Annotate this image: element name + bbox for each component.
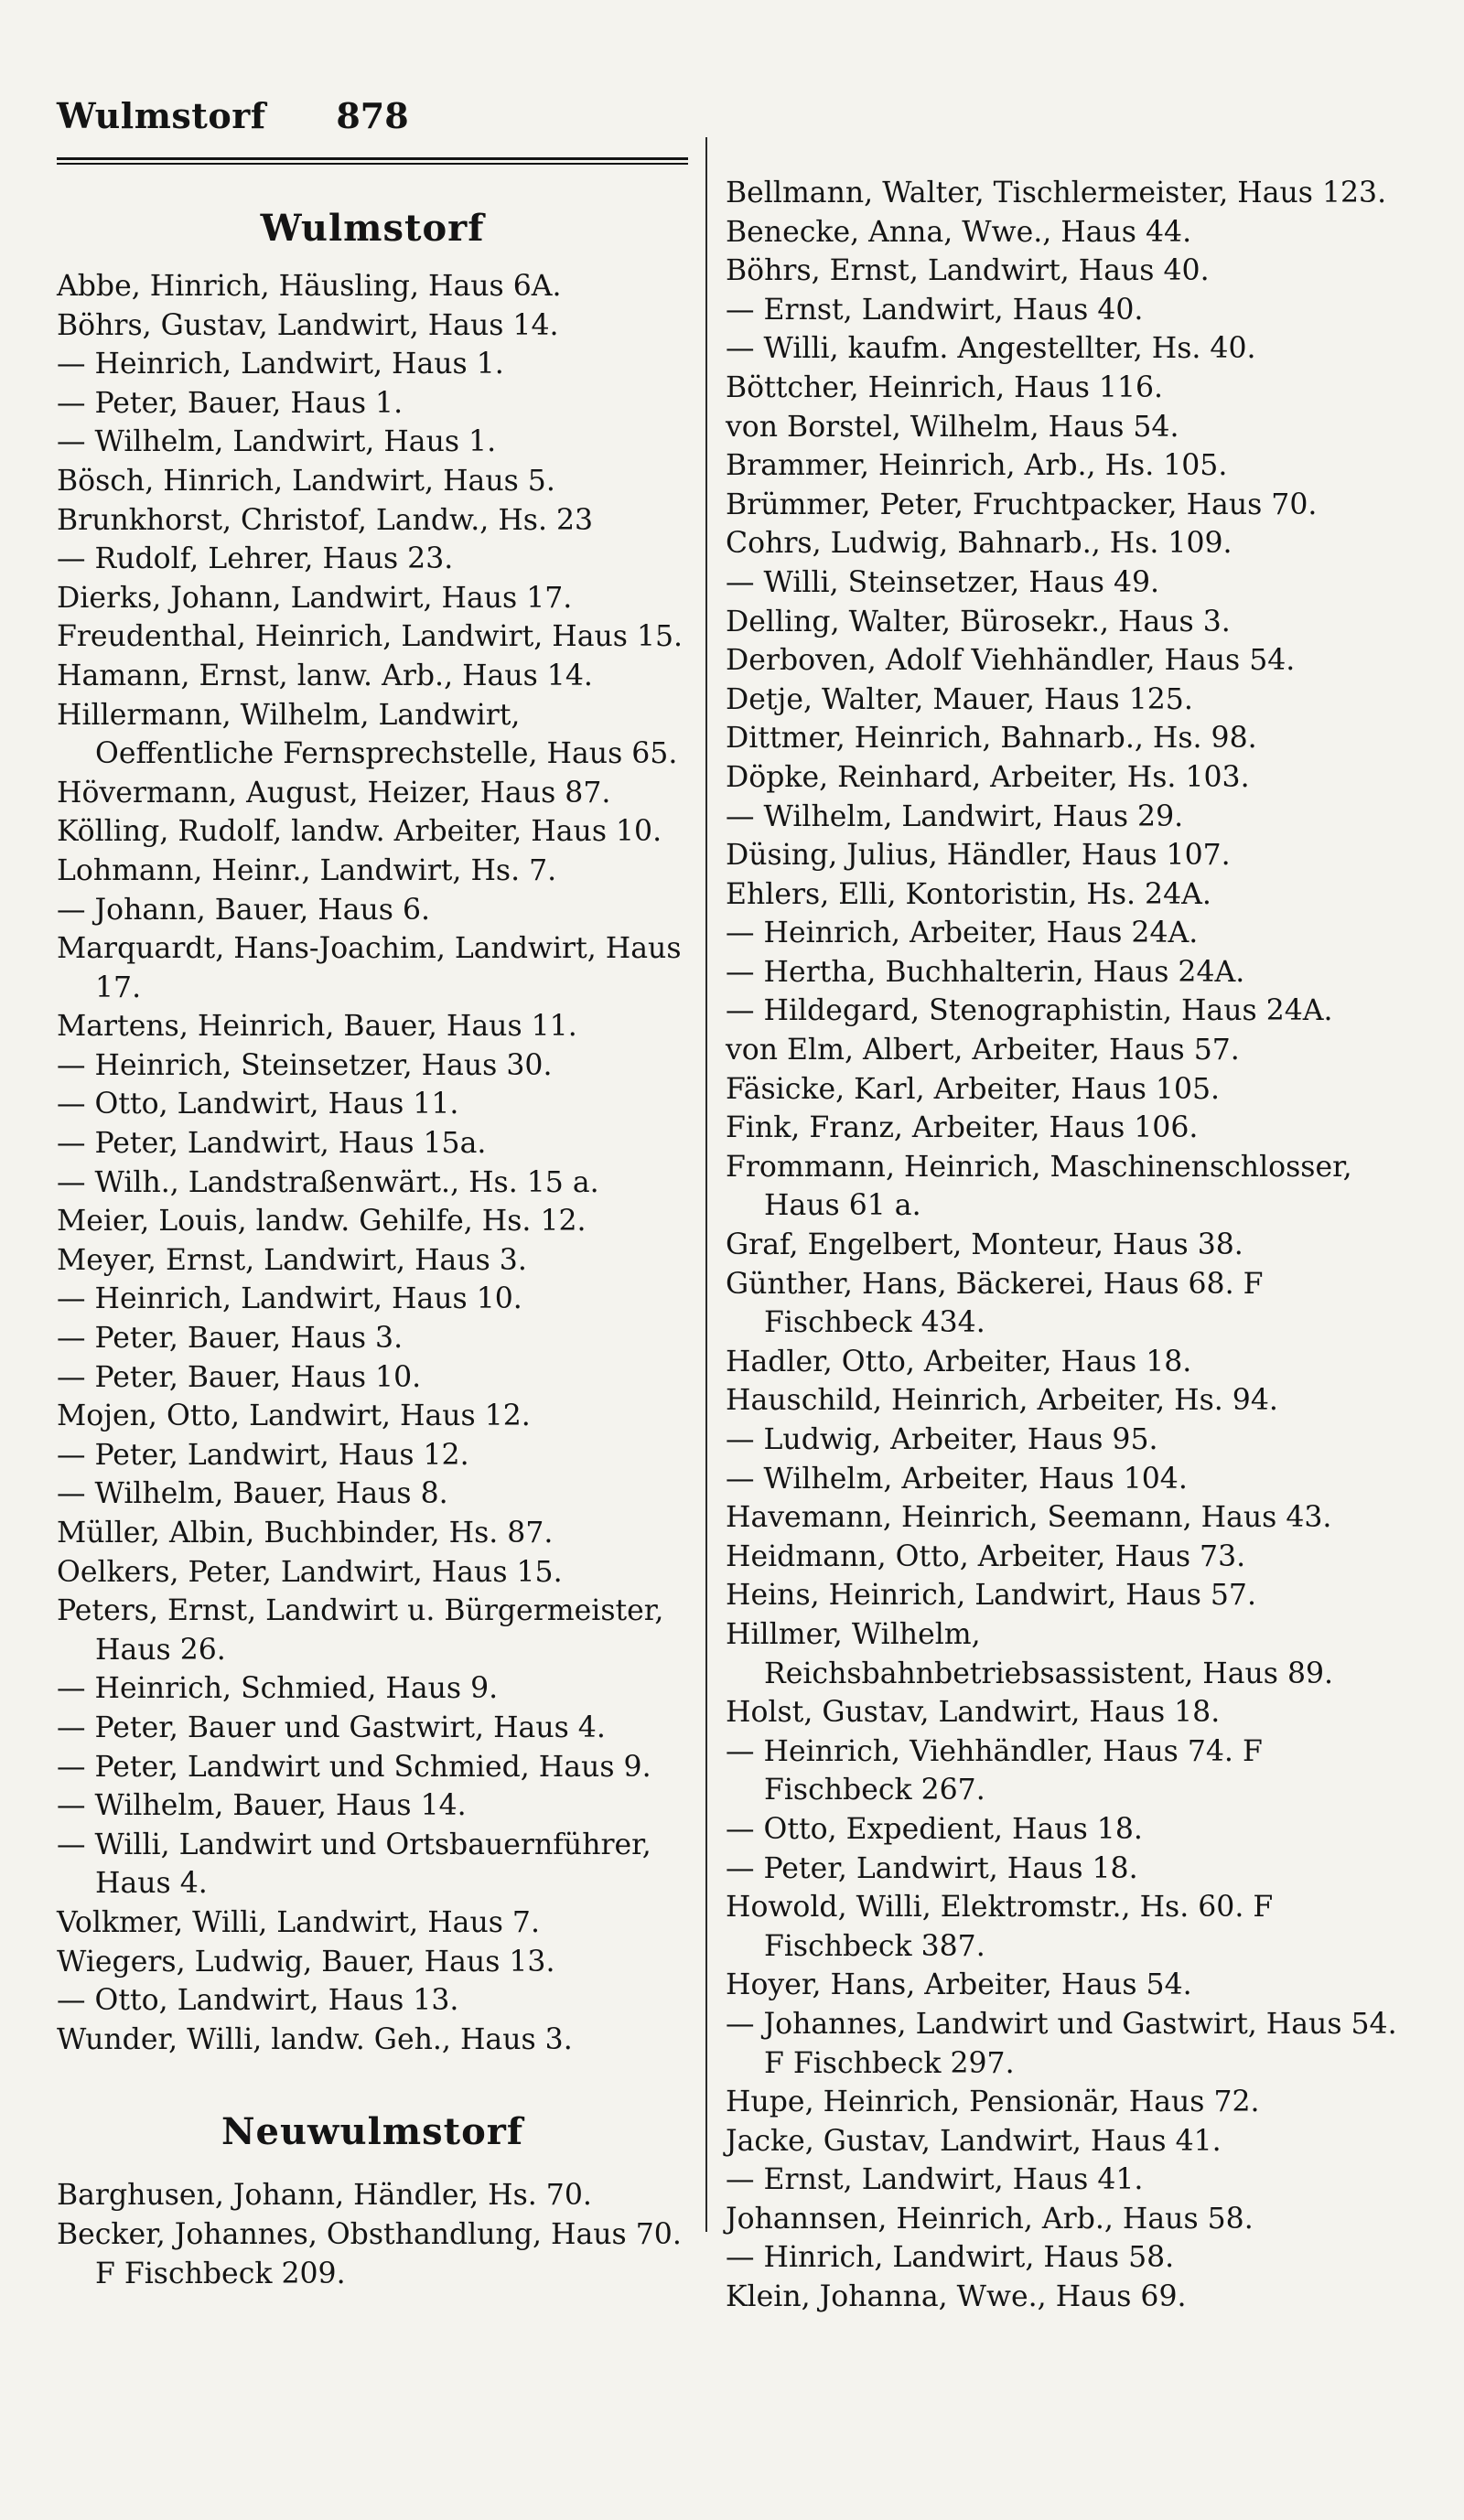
directory-entry: Heidmann, Otto, Arbeiter, Haus 73. (726, 1539, 1246, 1573)
directory-entry: — Ernst, Landwirt, Haus 40. (726, 293, 1144, 327)
directory-entry: Cohrs, Ludwig, Bahnarb., Hs. 109. (726, 527, 1233, 561)
section-title-neuwulmstorf: Neuwulmstorf (221, 2110, 524, 2154)
directory-entry: Benecke, Anna, Wwe., Haus 44. (726, 215, 1192, 249)
directory-entry: Barghusen, Johann, Händler, Hs. 70. (57, 2179, 592, 2213)
directory-entry: Böttcher, Heinrich, Haus 116. (726, 370, 1164, 404)
directory-entry: Johannsen, Heinrich, Arb., Haus 58. (726, 2202, 1254, 2236)
directory-entry: Meier, Louis, landw. Gehilfe, Hs. 12. (57, 1205, 587, 1239)
right-column (726, 174, 1403, 2317)
directory-entry: Martens, Heinrich, Bauer, Haus 11. (57, 1010, 577, 1044)
directory-entry: Graf, Engelbert, Monteur, Haus 38. (726, 1228, 1243, 1262)
directory-entry: — Heinrich, Arbeiter, Haus 24A. (726, 917, 1199, 950)
directory-entry: — Wilhelm, Landwirt, Haus 1. (57, 425, 497, 459)
directory-entry: Böhrs, Gustav, Landwirt, Haus 14. (57, 308, 559, 342)
directory-entry: — Willi, Landwirt und Ortsbauernführer, Haus 4. (57, 1828, 651, 1901)
directory-entry: Bellmann, Walter, Tischlermeister, Haus 123. (726, 177, 1387, 209)
directory-entry: Fink, Franz, Arbeiter, Haus 106. (726, 1111, 1199, 1145)
directory-entry: Hoyer, Hans, Arbeiter, Haus 54. (726, 1968, 1192, 2002)
directory-entry: Holst, Gustav, Landwirt, Haus 18. (726, 1696, 1221, 1730)
directory-entry: — Heinrich, Landwirt, Haus 1. (57, 348, 504, 381)
directory-entry: Klein, Johanna, Wwe., Haus 69. (726, 2280, 1187, 2314)
directory-entry: von Borstel, Wilhelm, Haus 54. (726, 410, 1179, 444)
directory-entry: — Ludwig, Arbeiter, Haus 95. (726, 1423, 1158, 1456)
directory-entry: Jacke, Gustav, Landwirt, Haus 41. (726, 2124, 1222, 2158)
directory-entry: — Hertha, Buchhalterin, Haus 24A. (726, 955, 1245, 989)
directory-entry: Müller, Albin, Buchbinder, Hs. 87. (57, 1517, 554, 1550)
page-header (57, 95, 1420, 150)
directory-entry: Brammer, Heinrich, Arb., Hs. 105. (726, 449, 1228, 483)
directory-entry: Dierks, Johann, Landwirt, Haus 17. (57, 581, 573, 615)
directory-entry: — Peter, Landwirt, Haus 18. (726, 1851, 1138, 1885)
directory-entry: — Hinrich, Landwirt, Haus 58. (726, 2241, 1175, 2275)
directory-entry: — Wilhelm, Bauer, Haus 8. (57, 1477, 448, 1511)
directory-entry: — Otto, Expedient, Haus 18. (726, 1812, 1143, 1846)
page-number: 878 (336, 95, 409, 136)
directory-entry: — Johann, Bauer, Haus 6. (57, 893, 431, 927)
directory-entry: Delling, Walter, Bürosekr., Haus 3. (726, 605, 1231, 638)
directory-entry: Howold, Willi, Elektromstr., Hs. 60. F Fischbeck 387. (726, 1891, 1274, 1963)
directory-entry: Detje, Walter, Mauer, Haus 125. (726, 682, 1193, 716)
directory-entry: — Wilhelm, Arbeiter, Haus 104. (726, 1462, 1188, 1496)
header-rule (57, 157, 688, 165)
directory-entry: Hauschild, Heinrich, Arbeiter, Hs. 94. (726, 1384, 1278, 1418)
directory-entry: — Wilh., Landstraßenwärt., Hs. 15 a. (57, 1165, 599, 1199)
directory-entry: — Heinrich, Landwirt, Haus 10. (57, 1282, 522, 1316)
directory-entry: Mojen, Otto, Landwirt, Haus 12. (57, 1399, 531, 1433)
directory-entry: Frommann, Heinrich, Maschinenschlosser, Haus 61 a. (726, 1150, 1352, 1223)
directory-entry: Hillmer, Wilhelm, Reichsbahnbetriebsassistent, Haus 89. (726, 1617, 1334, 1690)
directory-entry: — Peter, Bauer und Gastwirt, Haus 4. (57, 1710, 606, 1744)
directory-entry: — Ernst, Landwirt, Haus 41. (726, 2163, 1144, 2197)
directory-entry: Hillermann, Wilhelm, Landwirt, Oeffentliche Fernsprechstelle, Haus 65. (57, 698, 678, 771)
directory-entry: — Willi, Steinsetzer, Haus 49. (726, 565, 1160, 599)
directory-entry: Lohmann, Heinr., Landwirt, Hs. 7. (57, 853, 557, 887)
directory-entry: Peters, Ernst, Landwirt u. Bürgermeister, Haus 26. (57, 1594, 664, 1667)
directory-entry: Brümmer, Peter, Fruchtpacker, Haus 70. (726, 488, 1318, 521)
directory-entry: — Peter, Bauer, Haus 10. (57, 1360, 422, 1394)
directory-entry: — Rudolf, Lehrer, Haus 23. (57, 542, 454, 576)
running-head: Wulmstorf (57, 95, 266, 136)
directory-entry: Oelkers, Peter, Landwirt, Haus 15. (57, 1555, 563, 1589)
directory-entry: Marquardt, Hans-Joachim, Landwirt, Haus 17. (57, 932, 682, 1004)
directory-entry: — Heinrich, Viehhändler, Haus 74. F Fischbeck 267. (726, 1734, 1263, 1807)
directory-entry: Hadler, Otto, Arbeiter, Haus 18. (726, 1345, 1192, 1378)
directory-entry: — Peter, Landwirt und Schmied, Haus 9. (57, 1750, 651, 1784)
directory-entry: — Peter, Landwirt, Haus 12. (57, 1438, 469, 1472)
directory-entry: — Heinrich, Schmied, Haus 9. (57, 1672, 499, 1706)
directory-entry: — Otto, Landwirt, Haus 11. (57, 1088, 459, 1121)
directory-entry: — Peter, Landwirt, Haus 15a. (57, 1127, 487, 1161)
directory-entry: Wiegers, Ludwig, Bauer, Haus 13. (57, 1945, 555, 1978)
entry-list-right (726, 174, 1403, 2317)
entry-list-neuwulmstorf (57, 2176, 688, 2293)
directory-entry: — Heinrich, Steinsetzer, Haus 30. (57, 1048, 553, 1082)
column-divider (705, 137, 707, 2232)
directory-entry: Döpke, Reinhard, Arbeiter, Hs. 103. (726, 760, 1250, 794)
directory-entry: — Wilhelm, Landwirt, Haus 29. (726, 799, 1184, 833)
directory-entry: Böhrs, Ernst, Landwirt, Haus 40. (726, 254, 1210, 288)
section-title-wulmstorf: Wulmstorf (260, 207, 485, 250)
directory-entry: — Johannes, Landwirt und Gastwirt, Haus 54. F Fischbeck 297. (726, 2007, 1397, 2080)
directory-entry: Hupe, Heinrich, Pensionär, Haus 72. (726, 2086, 1260, 2119)
left-column (57, 203, 688, 2293)
directory-entry: Derboven, Adolf Viehhändler, Haus 54. (726, 644, 1296, 678)
directory-entry: Wunder, Willi, landw. Geh., Haus 3. (57, 2022, 573, 2056)
directory-entry: — Peter, Bauer, Haus 3. (57, 1322, 404, 1356)
directory-entry: — Wilhelm, Bauer, Haus 14. (57, 1789, 467, 1823)
directory-entry: Freudenthal, Heinrich, Landwirt, Haus 15. (57, 620, 684, 654)
directory-entry: Ehlers, Elli, Kontoristin, Hs. 24A. (726, 877, 1211, 911)
directory-entry: Heins, Heinrich, Landwirt, Haus 57. (726, 1579, 1256, 1613)
directory-entry: Dittmer, Heinrich, Bahnarb., Hs. 98. (726, 722, 1257, 756)
directory-entry: Düsing, Julius, Händler, Haus 107. (726, 839, 1231, 873)
directory-entry: Havemann, Heinrich, Seemann, Haus 43. (726, 1501, 1332, 1535)
directory-entry: Volkmer, Willi, Landwirt, Haus 7. (57, 1905, 540, 1939)
directory-entry: — Hildegard, Stenographistin, Haus 24A. (726, 994, 1333, 1028)
directory-entry: Kölling, Rudolf, landw. Arbeiter, Haus 10. (57, 815, 662, 849)
directory-entry: — Peter, Bauer, Haus 1. (57, 386, 404, 420)
directory-entry: Fäsicke, Karl, Arbeiter, Haus 105. (726, 1072, 1221, 1106)
directory-entry: — Willi, kaufm. Angestellter, Hs. 40. (726, 332, 1256, 366)
directory-entry: von Elm, Albert, Arbeiter, Haus 57. (726, 1034, 1240, 1067)
directory-entry: Abbe, Hinrich, Häusling, Haus 6A. (57, 270, 562, 303)
directory-entry: Meyer, Ernst, Landwirt, Haus 3. (57, 1243, 527, 1277)
directory-entry: Brunkhorst, Christof, Landw., Hs. 23 (57, 503, 594, 537)
directory-entry: Günther, Hans, Bäckerei, Haus 68. F Fischbeck 434. (726, 1267, 1264, 1340)
directory-entry: Becker, Johannes, Obsthandlung, Haus 70. F Fischbeck 209. (57, 2217, 682, 2290)
entry-list-wulmstorf (57, 267, 688, 2059)
directory-entry: Hamann, Ernst, lanw. Arb., Haus 14. (57, 659, 593, 692)
directory-entry: — Otto, Landwirt, Haus 13. (57, 1984, 459, 2018)
directory-entry: Hövermann, August, Heizer, Haus 87. (57, 776, 611, 810)
directory-entry: Bösch, Hinrich, Landwirt, Haus 5. (57, 464, 555, 498)
